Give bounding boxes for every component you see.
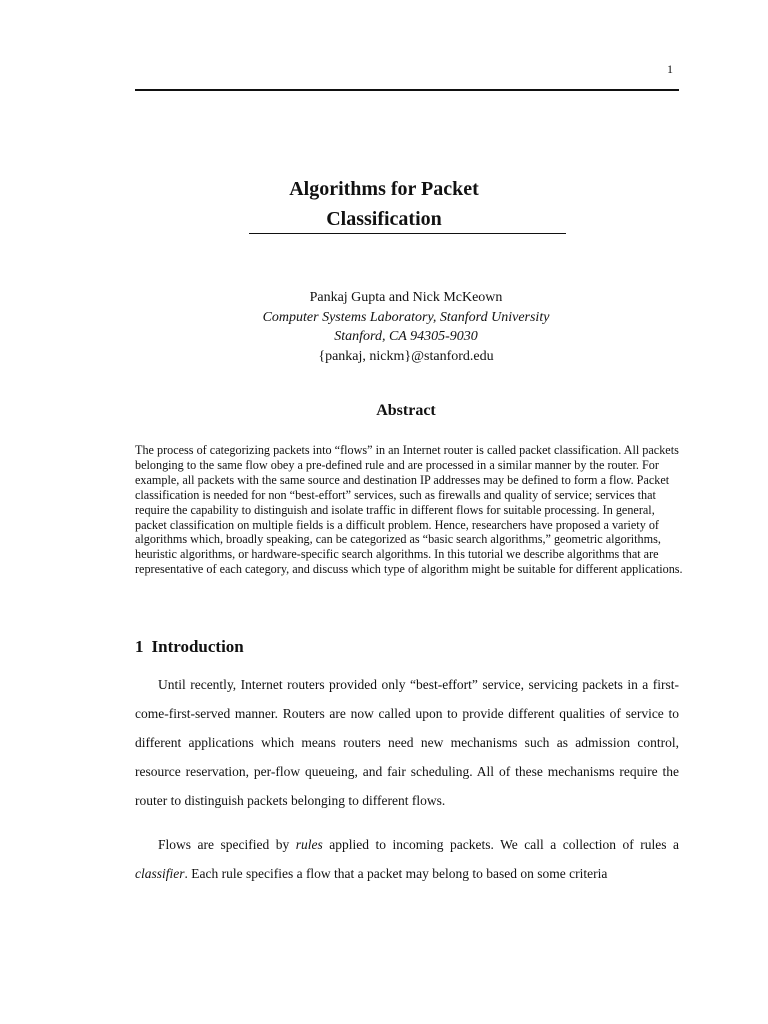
author-affiliation: Computer Systems Laboratory, Stanford University: [262, 309, 550, 325]
header-rule: [135, 89, 679, 91]
abstract-heading: Abstract: [376, 402, 436, 419]
abstract-text: The process of categorizing packets into “flows” in an Internet router is called packet classification. All packets belonging to the same flow obey a pre-defined rule and are processed in a similar manner by the router. For example, all packets with the same source and destination IP addresses may be defined to form a flow. Packet classification is needed for non “best-effort” services, such as firewalls and quality of service; services that require the capability to distinguish and isolate traffic in different flows for suitable processing. In general, packet classification on multiple fields is a difficult problem. Hence, researchers have proposed a variety of algorithms which, broadly speaking, can be categorized as “basic search algorithms,” geometric algorithms, heuristic algorithms, or hardware-specific search algorithms. In this tutorial we describe algorithms that are representative of each category, and discuss which type of algorithm might be suitable for different applications.: [135, 443, 683, 577]
title-line-1: Algorithms for Packet: [289, 178, 479, 200]
author-block: [0, 288, 768, 366]
section-number: 1: [135, 637, 144, 656]
section-title: Introduction: [151, 637, 244, 656]
para2-text-a: Flows are specified by: [158, 837, 296, 852]
page-number: 1: [667, 62, 673, 76]
para2-text-c: . Each rule specifies a flow that a packet may belong to based on some criteria: [184, 866, 608, 881]
title-line-2: Classification: [326, 208, 442, 230]
section-heading-introduction: [135, 637, 244, 657]
author-names: Pankaj Gupta and Nick McKeown: [309, 290, 503, 305]
author-location: Stanford, CA 94305-9030: [334, 329, 478, 344]
para2-em-classifier: classifier: [135, 866, 185, 881]
author-email: {pankaj, nickm}@stanford.edu: [318, 348, 494, 364]
intro-paragraph-1: Until recently, Internet routers provided only “best-effort” service, servicing packets in a first-come-first-served manner. Routers are now called upon to provide different qualities of service to different applications which means routers need new mechanisms such as admission control, resource reservation, per-flow queueing, and fair scheduling. All of these mechanisms require the router to distinguish packets belonging to different flows.: [135, 677, 679, 808]
intro-paragraph-2: [135, 830, 679, 888]
paper-title: [0, 174, 768, 234]
para2-text-b: applied to incoming packets. We call a collection of rules a: [322, 837, 679, 852]
para2-em-rules: rules: [295, 837, 323, 852]
title-rule: [249, 233, 566, 234]
